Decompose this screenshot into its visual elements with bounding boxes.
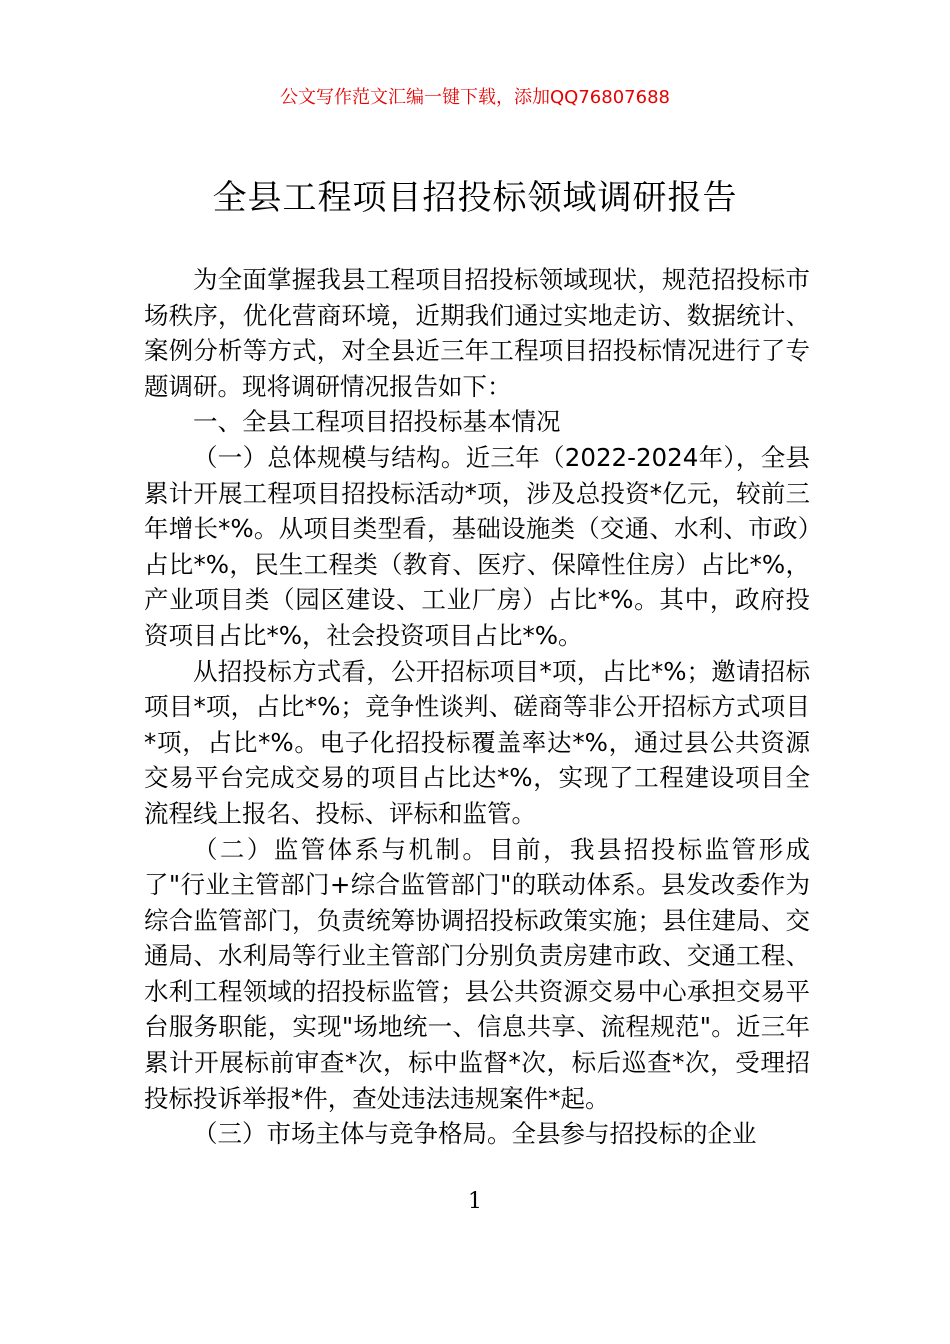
paragraph-intro: 为全面掌握我县工程项目招投标领域现状，规范招投标市场秩序，优化营商环境，近期我们通过实地走访、数据统计、案例分析等方式，对全县近三年工程项目招投标情况进行了专题调研。现将调研情况报告如下： — [144, 265, 810, 401]
paragraph-market-entities: （三）市场主体与竞争格局。全县参与招投标的企业 — [193, 1119, 757, 1149]
page-number: 1 — [468, 1189, 482, 1214]
paragraph-overall-scale: （一）总体规模与结构。近三年（2022-2024年），全县累计开展工程项目招投标活动*项，涉及总投资*亿元，较前三年增长*%。从项目类型看，基础设施类（交通、水利、市政）占比*%，民生工程类（教育、医疗、保障性住房）占比*%，产业项目类（园区建设、工业厂房）占比*%。其中，政府投资项目占比*%，社会投资项目占比*%。 — [144, 442, 810, 650]
document-body — [144, 262, 810, 1152]
paragraph-supervision-system: （二）监管体系与机制。目前，我县招投标监管形成了"行业主管部门+综合监管部门"的联动体系。县发改委作为综合监管部门，负责统筹协调招投标政策实施；县住建局、交通局、水利局等行业主管部门分别负责房建市政、交通工程、水利工程领域的招投标监管；县公共资源交易中心承担交易平台服务职能，实现"场地统一、信息共享、流程规范"。近三年累计开展标前审查*次，标中监督*次，标后巡查*次，受理招投标投诉举报*件，查处违法违规案件*起。 — [144, 834, 810, 1113]
document-title: 全县工程项目招投标领域调研报告 — [212, 178, 738, 218]
section-heading-1: 一、全县工程项目招投标基本情况 — [193, 407, 561, 437]
paragraph-bidding-methods: 从招投标方式看，公开招标项目*项，占比*%；邀请招标项目*项，占比*%；竞争性谈判、磋商等非公开招标方式项目*项，占比*%。电子化招投标覆盖率达*%，通过县公共资源交易平台完成交易的项目占比达*%，实现了工程建设项目全流程线上报名、投标、评标和监管。 — [144, 656, 810, 828]
download-note: 公文写作范文汇编一键下载，添加QQ76807688 — [280, 87, 670, 108]
